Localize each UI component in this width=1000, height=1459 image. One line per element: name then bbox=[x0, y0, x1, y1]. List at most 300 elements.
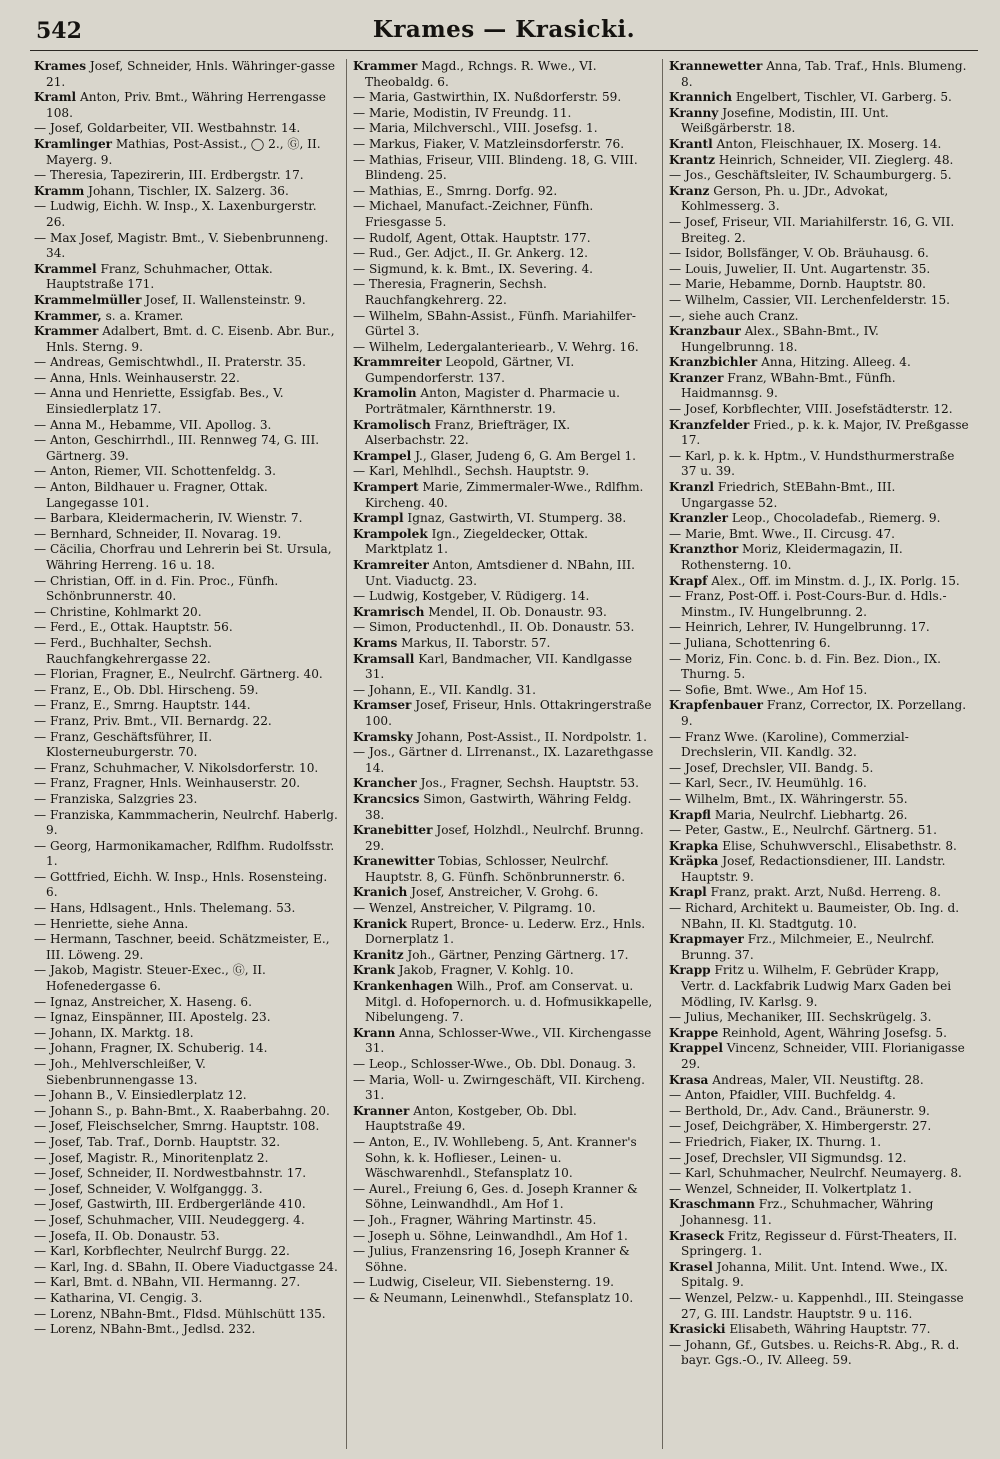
entry-details: — Theresia, Fragnerin, Sechsh. Rauchfangkehrerg. 22. bbox=[353, 277, 547, 307]
entry-details: Mathias, Post-Assist., ◯ 2., Ⓖ, II. Mayerg. 9. bbox=[46, 136, 321, 167]
directory-entry bbox=[34, 168, 338, 184]
directory-entry bbox=[34, 262, 338, 293]
entry-surname: Kranich bbox=[353, 885, 408, 900]
entry-surname: Krapka bbox=[669, 838, 719, 853]
entry-surname: Krapfenbauer bbox=[669, 698, 764, 713]
entry-details: — Julius, Mechaniker, III. Sechskrügelg. 3. bbox=[669, 1010, 932, 1025]
entry-details: — Moriz, Fin. Conc. b. d. Fin. Bez. Dion., IX. Thurng. 5. bbox=[669, 651, 941, 682]
directory-entry bbox=[353, 355, 654, 386]
entry-details: — & Neumann, Leinenwhdl., Stefansplatz 10. bbox=[353, 1290, 634, 1305]
directory-entry bbox=[353, 309, 654, 340]
entry-details: — Anton, Geschirrhdl., III. Rennweg 74, G. III. Gärtnerg. 39. bbox=[34, 433, 320, 463]
directory-entry bbox=[34, 386, 338, 417]
directory-entry bbox=[353, 449, 654, 465]
entry-details: Ignaz, Gastwirth, VI. Stumperg. 38. bbox=[403, 511, 627, 526]
entry-details: Josef, Redactionsdiener, III. Landstr. Hauptstr. 9. bbox=[681, 854, 946, 884]
directory-entry bbox=[353, 558, 654, 589]
entry-surname: Krapp bbox=[669, 963, 711, 978]
entry-surname: Kranebitter bbox=[353, 823, 433, 838]
directory-entry bbox=[669, 901, 970, 932]
entry-details: — Richard, Architekt u. Baumeister, Ob. Ing. d. NBahn, II. Kl. Stadtgutg. 10. bbox=[669, 901, 960, 931]
page-number: 542 bbox=[36, 18, 82, 44]
directory-entry bbox=[34, 932, 338, 963]
entry-details: — Karl, p. k. k. Hptm., V. Hundsthurmerstraße 37 u. 39. bbox=[669, 448, 955, 479]
directory-entry bbox=[34, 1229, 338, 1245]
entry-surname: Kramreiter bbox=[353, 558, 429, 572]
entry-surname: Krappel bbox=[669, 1041, 723, 1056]
directory-entry bbox=[353, 636, 654, 652]
entry-details: — Aurel., Freiung 6, Ges. d. Joseph Kranner & Söhne, Leinwandhdl., Am Hof 1. bbox=[353, 1181, 638, 1212]
entry-details: — Ignaz, Einspänner, III. Apostelg. 23. bbox=[34, 1010, 271, 1025]
directory-entry bbox=[353, 885, 654, 901]
directory-entry bbox=[34, 464, 338, 480]
directory-entry bbox=[353, 698, 654, 729]
directory-entry bbox=[34, 1088, 338, 1104]
entry-details: — Lorenz, NBahn-Bmt., Jedlsd. 232. bbox=[34, 1322, 256, 1337]
entry-details: — Markus, Fiaker, V. Matzleinsdorferstr. 76. bbox=[353, 136, 625, 151]
entry-surname: Kramrisch bbox=[353, 604, 425, 619]
entry-details: — Maria, Gastwirthin, IX. Nußdorferstr. 59. bbox=[353, 90, 622, 105]
directory-entry bbox=[353, 1213, 654, 1229]
entry-details: — Josef, Gastwirth, III. Erdbergerlände 410. bbox=[34, 1197, 306, 1212]
entry-details: — Joseph u. Söhne, Leinwandhdl., Am Hof 1. bbox=[353, 1228, 628, 1243]
entry-surname: Krames bbox=[34, 59, 87, 73]
directory-entry bbox=[669, 480, 970, 511]
entry-surname: Kraseck bbox=[669, 1228, 724, 1243]
directory-entry bbox=[669, 1073, 970, 1089]
entry-details: Maria, Neulrchf. Liebhartg. 26. bbox=[710, 807, 908, 822]
directory-entry bbox=[669, 1182, 970, 1198]
entry-details: — Josefa, II. Ob. Donaustr. 53. bbox=[34, 1228, 220, 1243]
entry-details: Johann, Tischler, IX. Salzerg. 36. bbox=[84, 183, 289, 198]
entry-details: — Josef, Drechsler, VII Sigmundsg. 12. bbox=[669, 1150, 907, 1165]
entry-details: Frz., Schuhmacher, Währing Johannesg. 11. bbox=[681, 1197, 934, 1227]
entry-details: — Ignaz, Anstreicher, X. Haseng. 6. bbox=[34, 994, 252, 1009]
entry-details: — Christine, Kohlmarkt 20. bbox=[34, 604, 202, 619]
entry-details: Frz., Milchmeier, E., Neulrchf. Brunng. 37. bbox=[681, 932, 935, 962]
directory-entry bbox=[669, 698, 970, 729]
directory-entry bbox=[669, 589, 970, 620]
directory-entry bbox=[353, 1182, 654, 1213]
directory-entry bbox=[353, 963, 654, 979]
directory-entry bbox=[34, 792, 338, 808]
columns bbox=[30, 59, 978, 1449]
directory-entry bbox=[34, 1151, 338, 1167]
directory-entry bbox=[353, 262, 654, 278]
entry-details: — Johann, E., VII. Kandlg. 31. bbox=[353, 682, 536, 697]
directory-entry bbox=[353, 854, 654, 885]
entry-surname: Kraml bbox=[34, 90, 77, 105]
entry-details: — Josef, Korbflechter, VIII. Josefstädterstr. 12. bbox=[669, 402, 953, 417]
directory-entry bbox=[34, 839, 338, 870]
directory-entry bbox=[353, 792, 654, 823]
directory-entry bbox=[34, 511, 338, 527]
directory-entry bbox=[353, 917, 654, 948]
entry-details: — Johann S., p. Bahn-Bmt., X. Raaberbahng. 20. bbox=[34, 1103, 330, 1118]
entry-details: — Georg, Harmonikamacher, Rdlfhm. Rudolfsstr. 1. bbox=[34, 838, 335, 869]
entry-details: Jos., Fragner, Sechsh. Hauptstr. 53. bbox=[416, 776, 639, 791]
entry-details: — Lorenz, NBahn-Bmt., Fldsd. Mühlschütt 135. bbox=[34, 1306, 326, 1321]
entry-details: — Mathias, E., Smrng. Dorfg. 92. bbox=[353, 183, 558, 198]
entry-details: Tobias, Schlosser, Neulrchf. Hauptstr. 8, G. Fünfh. Schönbrunnerstr. 6. bbox=[365, 854, 626, 884]
directory-entry bbox=[34, 137, 338, 168]
entry-details: — Gottfried, Eichh. W. Insp., Hnls. Rosensteing. 6. bbox=[34, 869, 328, 900]
entry-surname: Kramm bbox=[34, 183, 85, 198]
entry-surname: Kranzthor bbox=[669, 542, 739, 557]
directory-entry bbox=[34, 1322, 338, 1338]
directory-entry bbox=[669, 371, 970, 402]
directory-entry bbox=[34, 714, 338, 730]
directory-entry bbox=[669, 277, 970, 293]
entry-details: — Josef, Magistr. R., Minoritenplatz 2. bbox=[34, 1150, 269, 1165]
entry-surname: Krann bbox=[353, 1025, 396, 1040]
directory-entry bbox=[34, 1260, 338, 1276]
entry-details: — Max Josef, Magistr. Bmt., V. Siebenbrunneng. 34. bbox=[34, 230, 329, 261]
entry-surname: Krammer bbox=[34, 324, 99, 339]
entry-surname: Kranner bbox=[353, 1103, 410, 1118]
entry-details: — Juliana, Schottenring 6. bbox=[669, 635, 831, 650]
entry-details: — Wenzel, Anstreicher, V. Pilgramg. 10. bbox=[353, 901, 596, 916]
entry-details: — Franz, Priv. Bmt., VII. Bernardg. 22. bbox=[34, 713, 272, 728]
entry-details: — Anton, Pfaidler, VIII. Buchfeldg. 4. bbox=[669, 1088, 896, 1103]
directory-entry bbox=[353, 137, 654, 153]
directory-entry bbox=[669, 1166, 970, 1182]
directory-entry bbox=[669, 1104, 970, 1120]
directory-entry bbox=[34, 683, 338, 699]
entry-details: — Josef, Goldarbeiter, VII. Westbahnstr. 14. bbox=[34, 121, 301, 136]
entry-details: — Wilhelm, Bmt., IX. Währingerstr. 55. bbox=[669, 791, 908, 806]
directory-entry bbox=[669, 1229, 970, 1260]
directory-entry bbox=[669, 309, 970, 325]
directory-entry bbox=[34, 776, 338, 792]
entry-details: — Maria, Woll- u. Zwirngeschäft, VII. Kircheng. 31. bbox=[353, 1072, 645, 1103]
directory-entry bbox=[34, 917, 338, 933]
directory-entry bbox=[669, 1088, 970, 1104]
entry-surname: Krampolek bbox=[353, 526, 428, 541]
entry-details: — Bernhard, Schneider, II. Novarag. 19. bbox=[34, 526, 282, 541]
directory-entry bbox=[34, 355, 338, 371]
entry-details: — Anna M., Hebamme, VII. Apollog. 3. bbox=[34, 417, 272, 432]
entry-details: — Wilhelm, Ledergalanteriearb., V. Wehrg. 16. bbox=[353, 339, 639, 354]
entry-details: Joh., Gärtner, Penzing Gärtnerg. 17. bbox=[403, 947, 629, 962]
directory-entry bbox=[669, 1010, 970, 1026]
entry-surname: Krancsics bbox=[353, 791, 420, 806]
directory-entry bbox=[34, 418, 338, 434]
entry-details: — Leop., Schlosser-Wwe., Ob. Dbl. Donaug. 3. bbox=[353, 1057, 636, 1071]
directory-entry bbox=[669, 652, 970, 683]
entry-surname: Krammer, bbox=[34, 308, 102, 323]
entry-details: — Peter, Gastw., E., Neulrchf. Gärtnerg. 51. bbox=[669, 823, 937, 838]
entry-details: — Wenzel, Schneider, II. Volkertplatz 1. bbox=[669, 1181, 912, 1196]
entry-details: Vincenz, Schneider, VIII. Florianigasse 29. bbox=[681, 1041, 965, 1071]
entry-details: Simon, Gastwirth, Währing Feldg. 38. bbox=[365, 791, 632, 822]
entry-details: Elisabeth, Währing Hauptstr. 77. bbox=[725, 1322, 931, 1337]
entry-details: — Christian, Off. in d. Fin. Proc., Fünfh. Schönbrunnerstr. 40. bbox=[34, 573, 279, 604]
directory-entry bbox=[669, 262, 970, 278]
directory-entry bbox=[669, 511, 970, 527]
entry-surname: Kranzfelder bbox=[669, 417, 750, 432]
entry-details: — Maria, Milchverschl., VIII. Josefsg. 1. bbox=[353, 121, 598, 136]
entry-surname: Krammer bbox=[353, 59, 418, 73]
entry-details: — Josef, Friseur, VII. Mariahilferstr. 16, G. VII. Breiteg. 2. bbox=[669, 214, 955, 245]
entry-details: — Anton, Bildhauer u. Fragner, Ottak. Langegasse 101. bbox=[34, 480, 268, 510]
entry-surname: Krammelmüller bbox=[34, 292, 142, 307]
entry-details: — Julius, Franzensring 16, Joseph Kranner & Söhne. bbox=[353, 1244, 630, 1274]
entry-details: — Josef, Drechsler, VII. Bandg. 5. bbox=[669, 760, 874, 775]
directory-entry bbox=[34, 620, 338, 636]
entry-details: — Johann, Gf., Gutsbes. u. Reichs-R. Abg., R. d. bayr. Ggs.-O., IV. Alleeg. 59. bbox=[669, 1337, 960, 1368]
directory-entry bbox=[669, 215, 970, 246]
directory-entry bbox=[669, 1260, 970, 1291]
entry-surname: Krampert bbox=[353, 480, 419, 495]
entry-surname: Kraschmann bbox=[669, 1197, 755, 1212]
entry-details: Wilh., Prof. am Conservat. u. Mitgl. d. Hofopernorch. u. d. Hofmusikkapelle, Nibelungeng. 7. bbox=[365, 979, 653, 1025]
entry-details: Franz, Corrector, IX. Porzellang. 9. bbox=[681, 698, 967, 728]
entry-details: Moriz, Kleidermagazin, II. Rothensterng. 10. bbox=[681, 542, 903, 572]
directory-entry bbox=[669, 449, 970, 480]
entry-details: s. a. Kramer. bbox=[101, 308, 184, 323]
entry-details: — Ludwig, Ciseleur, VII. Siebensterng. 19. bbox=[353, 1275, 615, 1290]
directory-entry bbox=[34, 1197, 338, 1213]
entry-details: — Karl, Bmt. d. NBahn, VII. Hermanng. 27. bbox=[34, 1275, 301, 1290]
entry-surname: Krasicki bbox=[669, 1322, 726, 1337]
directory-entry bbox=[669, 761, 970, 777]
directory-entry bbox=[669, 839, 970, 855]
directory-entry bbox=[34, 1057, 338, 1088]
entry-surname: Krannich bbox=[669, 90, 733, 105]
entry-details: — Franz Wwe. (Karoline), Commerzial-Drechslerin, VII. Kandlg. 32. bbox=[669, 729, 909, 760]
entry-details: — Josef, Tab. Traf., Dornb. Hauptstr. 32. bbox=[34, 1134, 281, 1149]
directory-entry bbox=[353, 199, 654, 230]
entry-details: — Anton, E., IV. Wohllebeng. 5, Ant. Kranner's Sohn, k. k. Hoflieser., Leinen- u. Wäschwarenhdl., Stefansplatz 10. bbox=[353, 1134, 637, 1181]
entry-details: Elise, Schuhwverschl., Elisabethstr. 8. bbox=[718, 838, 957, 853]
directory-entry bbox=[34, 605, 338, 621]
entry-details: — Ludwig, Eichh. W. Insp., X. Laxenburgerstr. 26. bbox=[34, 199, 317, 229]
directory-entry bbox=[669, 823, 970, 839]
entry-surname: Krapfl bbox=[669, 807, 711, 822]
column-left bbox=[30, 59, 342, 1449]
directory-entry bbox=[353, 948, 654, 964]
entry-details: Alex., SBahn-Bmt., IV. Hungelbrunng. 18. bbox=[681, 324, 879, 354]
directory-entry bbox=[669, 168, 970, 184]
entry-details: Anton, Fleischhauer, IX. Moserg. 14. bbox=[712, 136, 942, 151]
directory-entry bbox=[669, 1119, 970, 1135]
entry-details: — Franz, E., Smrng. Hauptstr. 144. bbox=[34, 698, 251, 713]
entry-surname: Krapl bbox=[669, 885, 707, 900]
entry-details: — Joh., Mehlverschleißer, V. Siebenbrunnengasse 13. bbox=[34, 1057, 206, 1087]
entry-details: — Sigmund, k. k. Bmt., IX. Severing. 4. bbox=[353, 261, 594, 276]
directory-entry bbox=[669, 1338, 970, 1369]
directory-entry bbox=[353, 1026, 654, 1057]
entry-details: — Franz, Geschäftsführer, II. Klosterneuburgerstr. 70. bbox=[34, 729, 213, 760]
directory-entry bbox=[353, 1057, 654, 1073]
directory-entry bbox=[669, 59, 970, 90]
directory-entry bbox=[353, 1291, 654, 1307]
directory-entry bbox=[34, 808, 338, 839]
directory-entry bbox=[669, 527, 970, 543]
entry-details: Rupert, Bronce- u. Lederw. Erz., Hnls. Dornerplatz 1. bbox=[365, 916, 646, 947]
directory-entry bbox=[669, 1135, 970, 1151]
entry-details: — Franziska, Kammmacherin, Neulrchf. Haberlg. 9. bbox=[34, 807, 338, 838]
entry-details: Franz, WBahn-Bmt., Fünfh. Haidmannsg. 9. bbox=[681, 370, 896, 401]
directory-entry bbox=[34, 901, 338, 917]
entry-details: Fried., p. k. k. Major, IV. Preßgasse 17. bbox=[681, 417, 969, 448]
entry-details: — Wilhelm, SBahn-Assist., Fünfh. Mariahilfer-Gürtel 3. bbox=[353, 308, 636, 339]
directory-entry bbox=[34, 1182, 338, 1198]
entry-surname: Kranny bbox=[669, 105, 719, 120]
entry-surname: Krammreiter bbox=[353, 355, 442, 370]
entry-details: — Jos., Gärtner d. LIrrenanst., IX. Lazarethgasse 14. bbox=[353, 745, 654, 775]
entry-surname: Krancher bbox=[353, 776, 417, 791]
entry-surname: Kranzer bbox=[669, 370, 724, 385]
entry-details: — Rud., Ger. Adjct., II. Gr. Ankerg. 12. bbox=[353, 246, 588, 261]
directory-entry bbox=[353, 589, 654, 605]
directory-entry bbox=[669, 932, 970, 963]
entry-surname: Krappe bbox=[669, 1025, 719, 1040]
entry-details: — Andreas, Gemischtwhdl., II. Praterstr. 35. bbox=[34, 355, 306, 370]
directory-entry bbox=[669, 620, 970, 636]
directory-entry bbox=[669, 402, 970, 418]
directory-entry bbox=[669, 137, 970, 153]
entry-details: Adalbert, Bmt. d. C. Eisenb. Abr. Bur., Hnls. Sterng. 9. bbox=[46, 324, 335, 354]
entry-surname: Krampl bbox=[353, 511, 404, 526]
entry-details: — Ferd., Buchhalter, Sechsh. Rauchfangkehrergasse 22. bbox=[34, 635, 212, 666]
directory-entry bbox=[353, 979, 654, 1026]
directory-entry bbox=[353, 1244, 654, 1275]
entry-details: Karl, Bandmacher, VII. Kandlgasse 31. bbox=[365, 651, 633, 682]
entry-details: — Joh., Fragner, Währing Martinstr. 45. bbox=[353, 1212, 597, 1227]
directory-entry bbox=[353, 153, 654, 184]
directory-entry bbox=[669, 683, 970, 699]
directory-entry bbox=[353, 121, 654, 137]
directory-entry bbox=[353, 1275, 654, 1291]
running-head: Krames — Krasicki. bbox=[372, 16, 636, 43]
directory-entry bbox=[353, 527, 654, 558]
entry-details: — Johann B., V. Einsiedlerplatz 12. bbox=[34, 1088, 247, 1103]
entry-details: Fritz, Regisseur d. Fürst-Theaters, II. Springerg. 1. bbox=[681, 1228, 958, 1259]
directory-entry bbox=[669, 418, 970, 449]
entry-details: — Franziska, Salzgries 23. bbox=[34, 791, 198, 806]
entry-details: Josef, Anstreicher, V. Grohg. 6. bbox=[407, 885, 599, 900]
entry-details: J., Glaser, Judeng 6, G. Am Bergel 1. bbox=[411, 448, 637, 463]
directory-entry bbox=[34, 1119, 338, 1135]
entry-details: Anton, Priv. Bmt., Währing Herrengasse 108. bbox=[46, 90, 326, 120]
directory-entry bbox=[669, 293, 970, 309]
entry-details: Anna, Tab. Traf., Hnls. Blumeng. 8. bbox=[681, 59, 967, 89]
entry-surname: Kranzler bbox=[669, 511, 729, 526]
entry-details: — Karl, Schuhmacher, Neulrchf. Neumayerg. 8. bbox=[669, 1166, 962, 1181]
directory-entry bbox=[34, 636, 338, 667]
entry-details: — Franz, Fragner, Hnls. Weinhauserstr. 20. bbox=[34, 776, 301, 791]
entry-details: Josef, Holzhdl., Neulrchf. Brunng. 29. bbox=[365, 823, 644, 853]
directory-entry bbox=[669, 153, 970, 169]
entry-details: Alex., Off. im Minstm. d. J., IX. Porlg. 15. bbox=[707, 573, 960, 588]
directory-entry bbox=[353, 511, 654, 527]
entry-details: Franz, prakt. Arzt, Nußd. Herreng. 8. bbox=[706, 885, 941, 900]
directory-entry bbox=[669, 574, 970, 590]
entry-surname: Kranick bbox=[353, 916, 407, 931]
directory-entry bbox=[353, 386, 654, 417]
directory-entry bbox=[353, 184, 654, 200]
entry-surname: Kramolin bbox=[353, 386, 417, 401]
entry-surname: Krankenhagen bbox=[353, 979, 453, 994]
entry-surname: Krasel bbox=[669, 1259, 713, 1274]
entry-details: — Josef, Schneider, II. Nordwestbahnstr. 17. bbox=[34, 1166, 307, 1181]
directory-entry bbox=[353, 106, 654, 122]
directory-entry bbox=[34, 698, 338, 714]
entry-details: — Franz, E., Ob. Dbl. Hirscheng. 59. bbox=[34, 682, 259, 697]
directory-entry bbox=[34, 761, 338, 777]
entry-details: — Franz, Post-Off. i. Post-Cours-Bur. d. Hdls.-Minstm., IV. Hungelbrunng. 2. bbox=[669, 589, 947, 619]
directory-entry bbox=[353, 277, 654, 308]
entry-surname: Krannewetter bbox=[669, 59, 763, 73]
entry-surname: Kranewitter bbox=[353, 854, 435, 869]
entry-details: — Marie, Bmt. Wwe., II. Circusg. 47. bbox=[669, 526, 895, 541]
entry-details: — Anna, Hnls. Weinhauserstr. 22. bbox=[34, 370, 240, 385]
directory-entry bbox=[669, 730, 970, 761]
page-header bbox=[30, 14, 978, 51]
entry-details: — Theresia, Tapezirerin, III. Erdbergstr. 17. bbox=[34, 168, 304, 183]
entry-details: — Johann, IX. Marktg. 18. bbox=[34, 1025, 194, 1040]
entry-details: Leop., Chocoladefab., Riemerg. 9. bbox=[728, 511, 941, 526]
directory-entry bbox=[34, 995, 338, 1011]
directory-entry bbox=[353, 246, 654, 262]
directory-entry bbox=[34, 1213, 338, 1229]
entry-details: — Heinrich, Lehrer, IV. Hungelbrunng. 17. bbox=[669, 620, 930, 635]
entry-details: Gerson, Ph. u. JDr., Advokat, Kohlmesserg. 3. bbox=[681, 183, 889, 214]
entry-details: — Karl, Mehlhdl., Sechsh. Hauptstr. 9. bbox=[353, 464, 590, 479]
directory-entry bbox=[353, 776, 654, 792]
entry-details: Fritz u. Wilhelm, F. Gebrüder Krapp, Vertr. d. Lackfabrik Ludwig Marx Gaden bei Mödling, IV. Karlsg. 9. bbox=[681, 963, 952, 1009]
directory-entry bbox=[34, 1291, 338, 1307]
directory-entry bbox=[353, 745, 654, 776]
entry-details: Anna, Schlosser-Wwe., VII. Kirchengasse 31. bbox=[365, 1025, 652, 1056]
entry-details: — Josef, Fleischselcher, Smrng. Hauptstr. 108. bbox=[34, 1119, 320, 1134]
directory-entry bbox=[353, 231, 654, 247]
entry-surname: Krantz bbox=[669, 152, 715, 167]
directory-entry bbox=[669, 324, 970, 355]
directory-entry bbox=[353, 480, 654, 511]
column-middle bbox=[346, 59, 658, 1449]
entry-details: — Johann, Fragner, IX. Schuberig. 14. bbox=[34, 1041, 268, 1056]
directory-entry bbox=[34, 963, 338, 994]
entry-details: Josef, Schneider, Hnls. Währinger-gasse 21. bbox=[46, 59, 336, 89]
entry-details: — Anton, Riemer, VII. Schottenfeldg. 3. bbox=[34, 464, 276, 479]
entry-details: Johann, Post-Assist., II. Nordpolstr. 1. bbox=[412, 729, 647, 744]
entry-details: Franz, Briefträger, IX. Alserbachstr. 22. bbox=[365, 417, 571, 448]
directory-entry bbox=[669, 792, 970, 808]
entry-details: — Friedrich, Fiaker, IX. Thurng. 1. bbox=[669, 1134, 882, 1149]
entry-details: Anna, Hitzing. Alleeg. 4. bbox=[757, 355, 911, 370]
entry-details: — Karl, Korbflechter, Neulrchf Burgg. 22. bbox=[34, 1244, 290, 1259]
entry-surname: Kranitz bbox=[353, 947, 404, 962]
entry-details: — Josef, Schuhmacher, VIII. Neudeggerg. 4. bbox=[34, 1212, 305, 1227]
entry-details: Engelbert, Tischler, VI. Garberg. 5. bbox=[732, 90, 952, 105]
directory-entry bbox=[34, 59, 338, 90]
entry-details: Josef, II. Wallensteinstr. 9. bbox=[141, 292, 306, 307]
directory-entry bbox=[34, 433, 338, 464]
entry-details: — Florian, Fragner, E., Neulrchf. Gärtnerg. 40. bbox=[34, 667, 323, 682]
directory-entry bbox=[34, 309, 338, 325]
entry-details: — Hans, Hdlsagent., Hnls. Thelemang. 53. bbox=[34, 901, 296, 916]
entry-details: Leopold, Gärtner, VI. Gumpendorferstr. 137. bbox=[365, 355, 575, 385]
entry-details: — Hermann, Taschner, beeid. Schätzmeister, E., III. Löweng. 29. bbox=[34, 932, 330, 962]
entry-details: — Cäcilia, Chorfrau und Lehrerin bei St. Ursula, Währing Herreng. 16 u. 18. bbox=[34, 542, 332, 572]
entry-details: Marie, Zimmermaler-Wwe., Rdlfhm. Kircheng. 40. bbox=[365, 480, 644, 510]
directory-entry bbox=[353, 823, 654, 854]
directory-entry bbox=[34, 1104, 338, 1120]
entry-surname: Kramser bbox=[353, 698, 412, 713]
